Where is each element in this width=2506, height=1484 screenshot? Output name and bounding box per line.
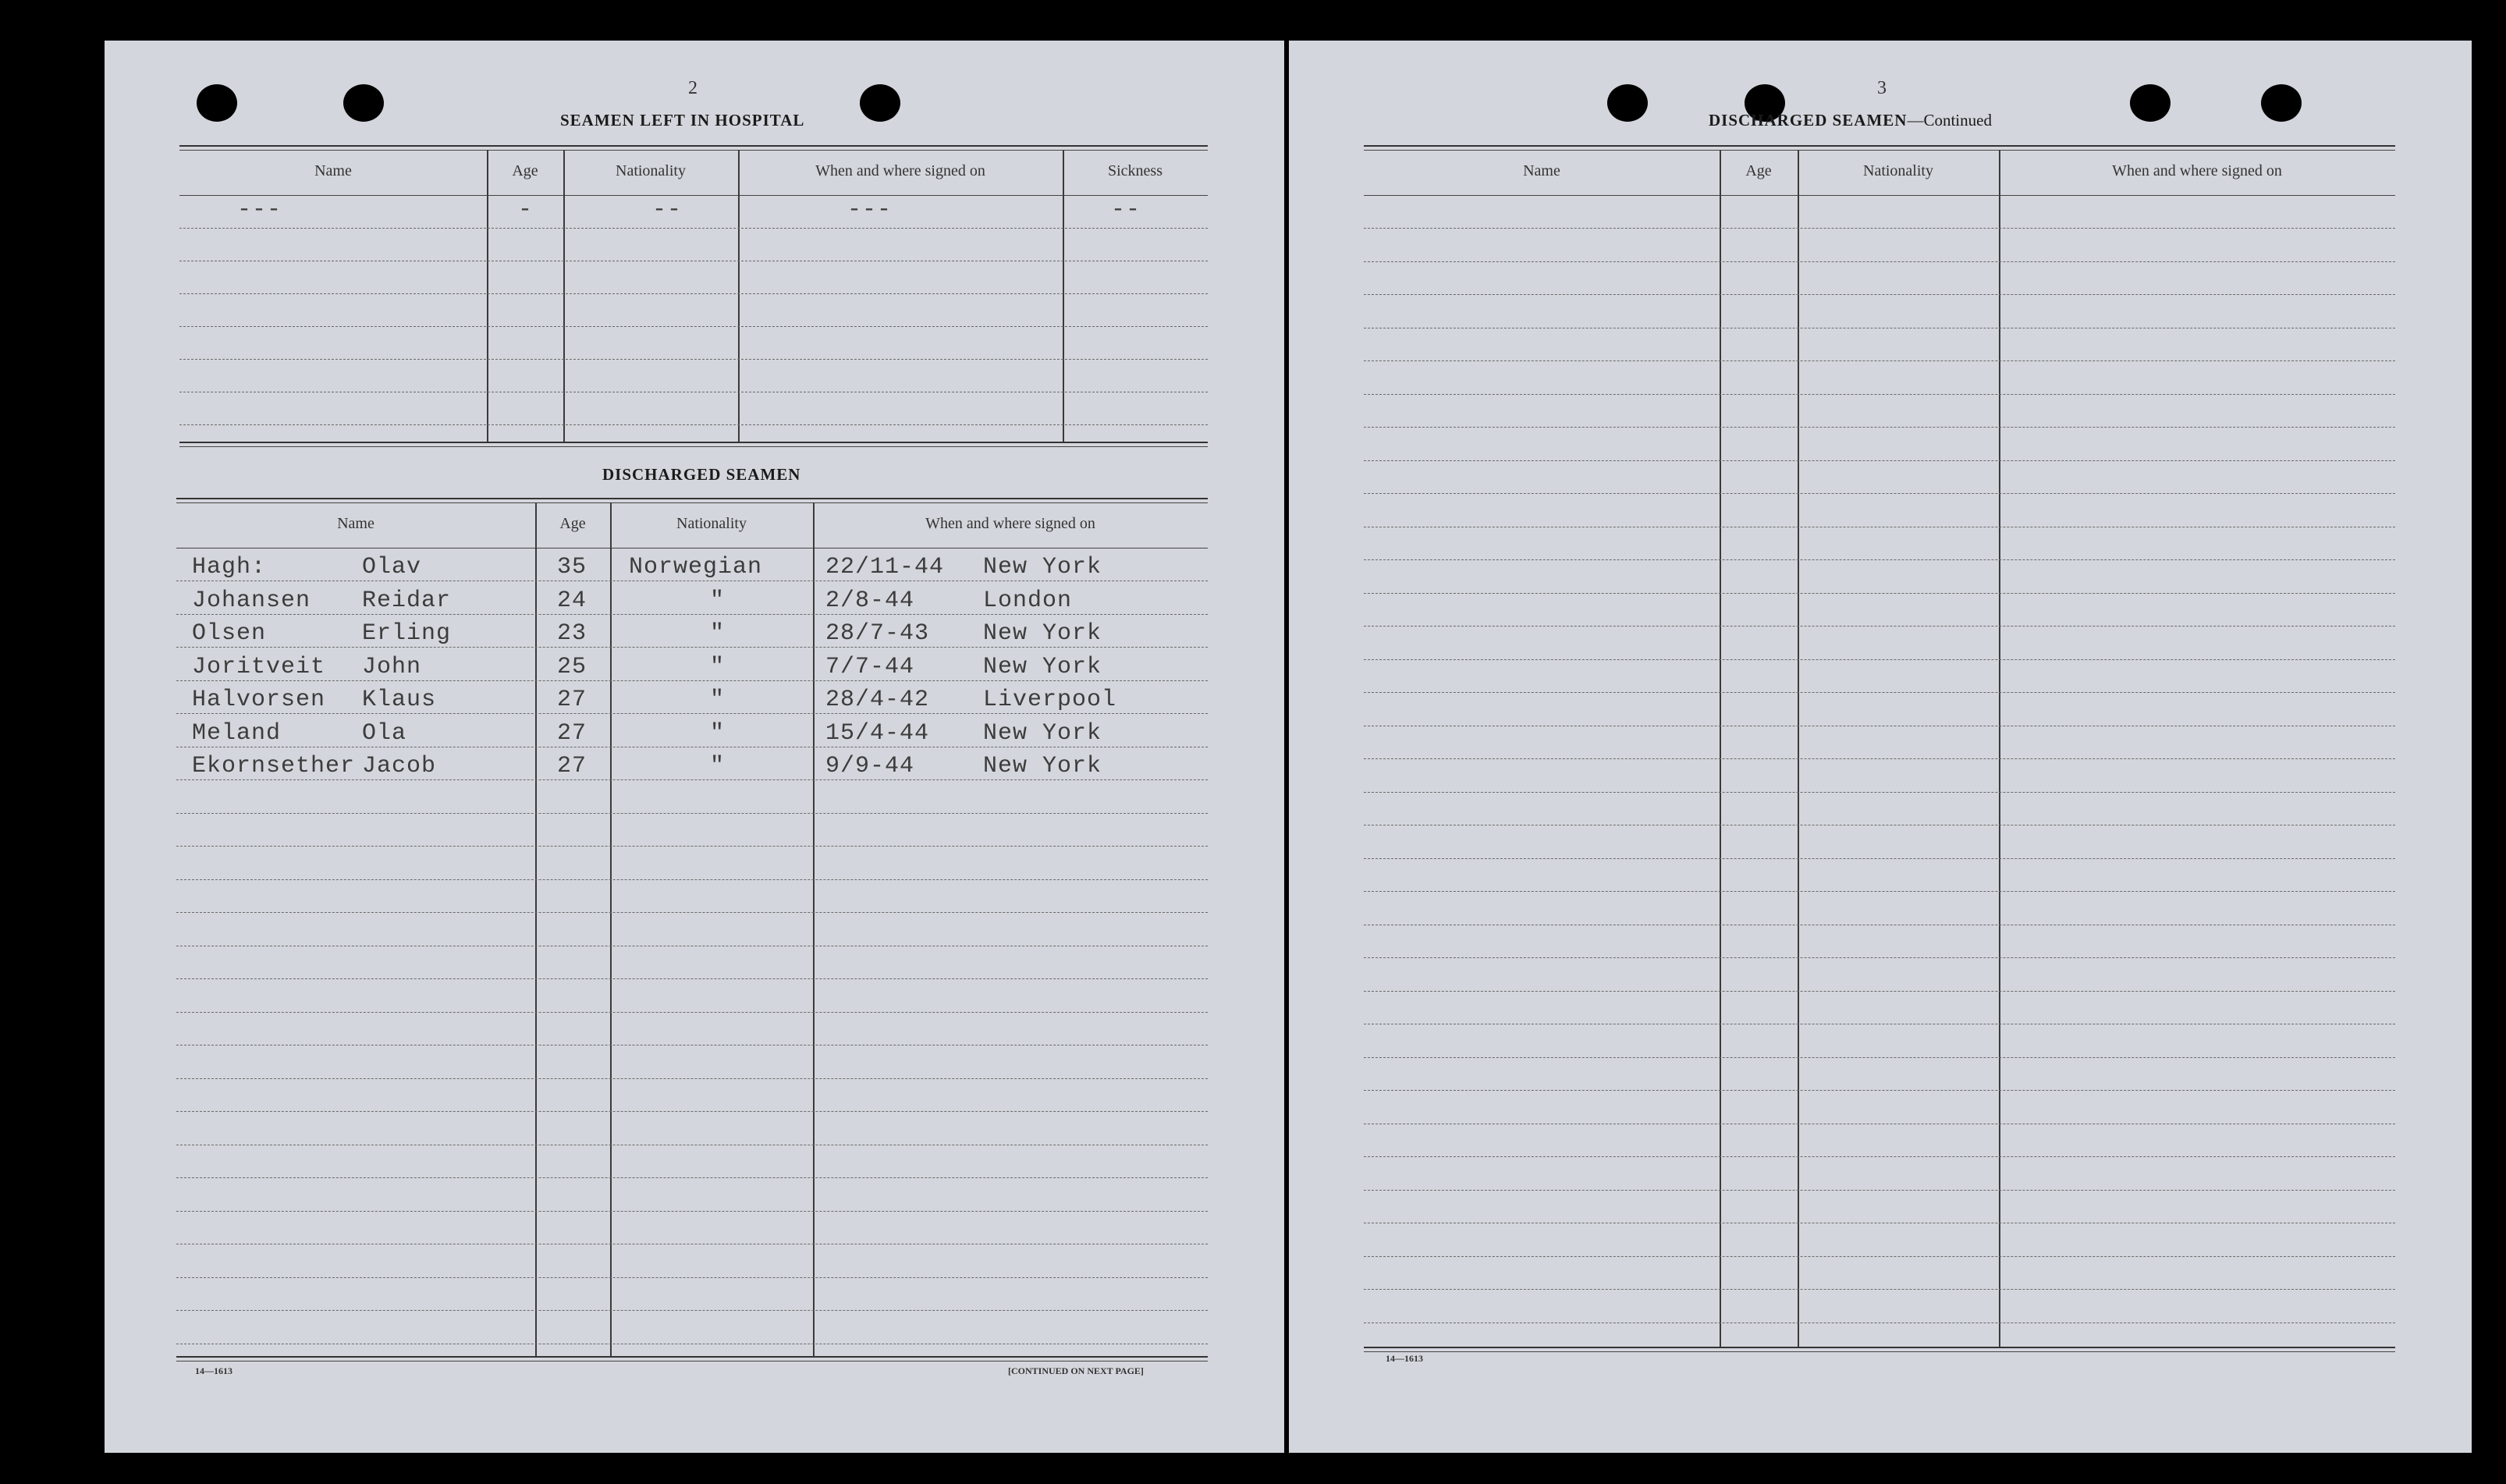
table-rule: [1364, 150, 2395, 151]
column-divider: [1063, 150, 1064, 442]
row-line: [1364, 593, 2395, 594]
table-rule: [176, 502, 1208, 503]
row-line: [176, 1310, 1208, 1311]
row-line: [1364, 692, 2395, 693]
row-line: [176, 1012, 1208, 1013]
column-header-signed-on: When and where signed on: [2112, 162, 2282, 179]
punch-hole: [343, 84, 384, 122]
seaman-age: 35: [557, 554, 587, 580]
column-header-name: Name: [314, 162, 352, 179]
row-line: [1364, 991, 2395, 992]
table-rule: [176, 548, 1208, 549]
table-row: [176, 584, 1208, 616]
seaman-given-name: Reidar: [362, 588, 452, 614]
column-divider: [1798, 150, 1799, 1347]
table-rule: [179, 150, 1208, 151]
column-header-nationality: Nationality: [1863, 162, 1933, 179]
table-rule: [176, 1356, 1208, 1358]
row-line: [176, 813, 1208, 814]
title-main: DISCHARGED SEAMEN: [1709, 111, 1908, 130]
row-line: [1364, 659, 2395, 660]
seaman-surname: Joritveit: [192, 654, 326, 680]
row-line: [179, 228, 1208, 229]
hospital-nationality-entry: --: [652, 197, 683, 223]
column-header-age: Age: [1745, 162, 1772, 179]
discharged-continued-table: [1364, 145, 2395, 1393]
seaman-surname: Johansen: [192, 588, 311, 614]
signed-on-place: New York: [983, 720, 1102, 747]
row-line: [179, 359, 1208, 360]
title-continued: —Continued: [1907, 111, 1992, 130]
signed-on-place: New York: [983, 554, 1102, 580]
row-line: [1364, 427, 2395, 428]
row-line: [1364, 1090, 2395, 1091]
row-line: [1364, 792, 2395, 793]
table-rule: [1364, 1351, 2395, 1352]
seaman-given-name: Ola: [362, 720, 407, 747]
discharged-section-title: DISCHARGED SEAMEN: [602, 465, 801, 484]
seaman-nationality: Norwegian: [629, 554, 763, 580]
column-header-signed-on: When and where signed on: [815, 162, 985, 179]
seaman-surname: Ekornsether: [192, 753, 356, 779]
seaman-nationality: ": [710, 588, 726, 614]
column-divider: [1720, 150, 1721, 1347]
row-line: [1364, 957, 2395, 958]
column-header-nationality: Nationality: [676, 515, 747, 532]
table-rule: [176, 1361, 1208, 1362]
row-line: [1364, 1156, 2395, 1157]
discharged-table: [176, 454, 1208, 1402]
discharged-continued-title: [1709, 111, 1992, 130]
row-line: [176, 1277, 1208, 1278]
seaman-nationality: ": [710, 654, 726, 680]
right-page: [1289, 41, 2472, 1453]
row-line: [1364, 394, 2395, 395]
table-rule: [179, 446, 1208, 447]
row-line: [176, 1111, 1208, 1112]
seaman-surname: Hagh:: [192, 554, 267, 580]
row-line: [176, 1177, 1208, 1178]
row-line: [176, 978, 1208, 979]
row-line: [1364, 858, 2395, 859]
hospital-name-entry: ---: [237, 197, 282, 223]
seaman-age: 27: [557, 753, 587, 779]
row-line: [179, 424, 1208, 425]
seaman-age: 24: [557, 588, 587, 614]
row-line: [1364, 493, 2395, 494]
seaman-surname: Halvorsen: [192, 687, 326, 713]
column-header-nationality: Nationality: [616, 162, 686, 179]
signed-on-place: New York: [983, 753, 1102, 779]
row-line: [176, 1211, 1208, 1212]
form-number: 14—1613: [195, 1365, 232, 1376]
table-rule: [1364, 145, 2395, 147]
row-line: [1364, 228, 2395, 229]
hospital-table: [179, 145, 1208, 446]
row-line: [1364, 360, 2395, 361]
punch-hole: [2261, 84, 2302, 122]
seaman-nationality: ": [710, 720, 726, 747]
row-line: [176, 1045, 1208, 1046]
signed-on-date: 7/7-44: [825, 654, 915, 680]
signed-on-date: 28/7-43: [825, 620, 930, 647]
signed-on-date: 9/9-44: [825, 753, 915, 779]
page-number: 3: [1877, 78, 1887, 98]
row-line: [1364, 261, 2395, 262]
seaman-age: 27: [557, 720, 587, 747]
table-row: [176, 717, 1208, 748]
signed-on-place: New York: [983, 620, 1102, 647]
table-row: [176, 683, 1208, 715]
row-line: [1364, 460, 2395, 461]
signed-on-date: 28/4-42: [825, 687, 930, 713]
row-line: [176, 1078, 1208, 1079]
signed-on-date: 15/4-44: [825, 720, 930, 747]
column-header-sickness: Sickness: [1108, 162, 1162, 179]
table-row: [176, 750, 1208, 781]
punch-hole: [860, 84, 900, 122]
row-line: [1364, 1322, 2395, 1323]
row-line: [1364, 891, 2395, 892]
form-number: 14—1613: [1386, 1353, 1423, 1364]
seaman-surname: Meland: [192, 720, 282, 747]
row-line: [176, 846, 1208, 847]
table-rule: [179, 195, 1208, 196]
row-line: [179, 293, 1208, 294]
seaman-surname: Olsen: [192, 620, 267, 647]
row-line: [1364, 1289, 2395, 1290]
hospital-age-entry: -: [518, 197, 534, 223]
row-line: [1364, 1256, 2395, 1257]
column-header-name: Name: [1523, 162, 1560, 179]
row-line: [176, 912, 1208, 913]
left-page: [105, 41, 1284, 1453]
table-row: [176, 551, 1208, 582]
seaman-nationality: ": [710, 687, 726, 713]
row-line: [179, 326, 1208, 327]
row-line: [1364, 294, 2395, 295]
signed-on-place: London: [983, 588, 1073, 614]
seaman-nationality: ": [710, 620, 726, 647]
table-row: [176, 617, 1208, 648]
row-line: [1364, 1057, 2395, 1058]
hospital-signed-on-entry: ---: [847, 197, 893, 223]
row-line: [1364, 626, 2395, 627]
column-divider: [487, 150, 488, 442]
hospital-sickness-entry: --: [1111, 197, 1141, 223]
signed-on-place: New York: [983, 654, 1102, 680]
column-divider: [563, 150, 565, 442]
row-line: [1364, 758, 2395, 759]
table-rule: [1364, 1347, 2395, 1348]
column-divider: [1999, 150, 2000, 1347]
page-number: 2: [688, 78, 697, 98]
seaman-given-name: Jacob: [362, 753, 437, 779]
seaman-age: 23: [557, 620, 587, 647]
punch-hole: [1607, 84, 1648, 122]
table-rule: [179, 442, 1208, 443]
signed-on-date: 22/11-44: [825, 554, 945, 580]
column-header-signed-on: When and where signed on: [925, 515, 1095, 532]
seaman-age: 27: [557, 687, 587, 713]
punch-hole: [197, 84, 237, 122]
table-rule: [176, 498, 1208, 499]
seaman-nationality: ": [710, 753, 726, 779]
row-line: [176, 879, 1208, 880]
continued-note: [CONTINUED ON NEXT PAGE]: [1008, 1365, 1144, 1376]
seaman-given-name: Olav: [362, 554, 422, 580]
row-line: [1364, 559, 2395, 560]
seaman-given-name: Erling: [362, 620, 452, 647]
column-header-name: Name: [337, 515, 374, 532]
punch-hole: [2130, 84, 2171, 122]
seaman-age: 25: [557, 654, 587, 680]
seaman-given-name: John: [362, 654, 422, 680]
column-header-age: Age: [512, 162, 538, 179]
column-header-age: Age: [559, 515, 586, 532]
row-line: [1364, 1190, 2395, 1191]
table-row: [176, 651, 1208, 682]
signed-on-place: Liverpool: [983, 687, 1117, 713]
seaman-given-name: Klaus: [362, 687, 437, 713]
table-rule: [1364, 195, 2395, 196]
signed-on-date: 2/8-44: [825, 588, 915, 614]
hospital-section-title: SEAMEN LEFT IN HOSPITAL: [560, 111, 805, 130]
column-divider: [738, 150, 740, 442]
table-rule: [179, 145, 1208, 147]
